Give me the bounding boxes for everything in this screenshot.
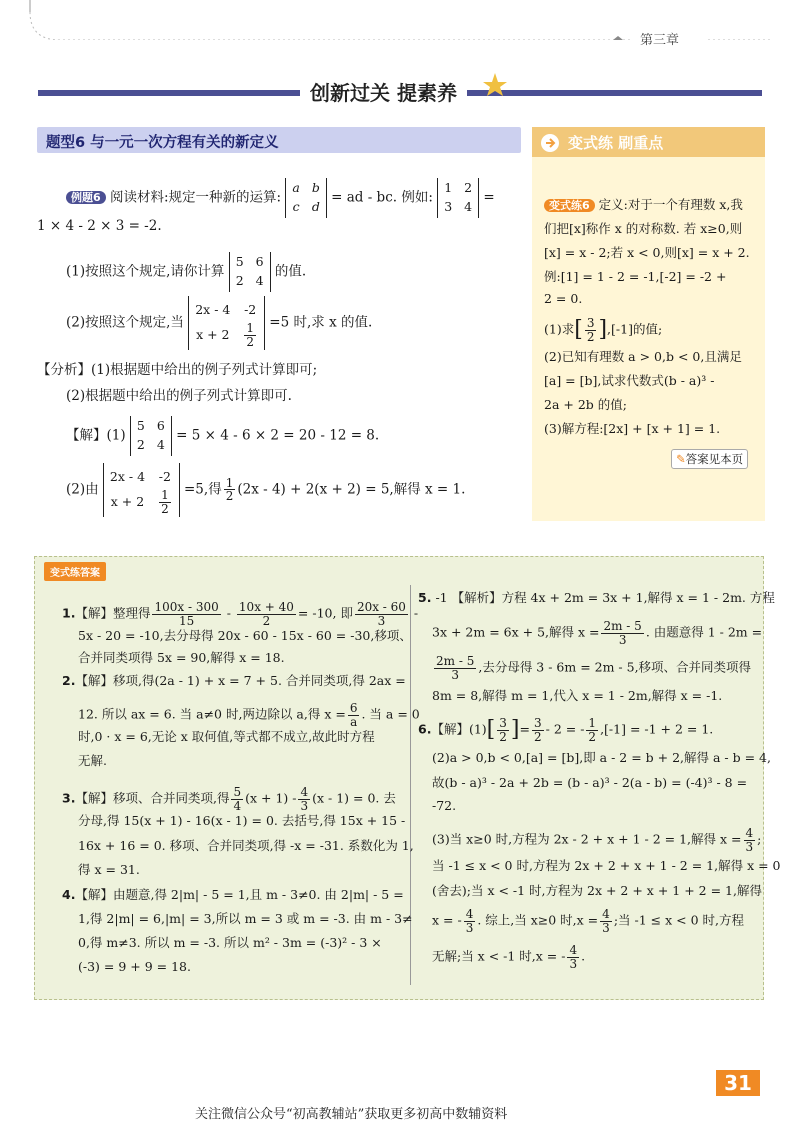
a2-text: 移项,得(2a - 1) + x = 7 + 5. 合并同类项,得 2ax = xyxy=(112,673,406,688)
determinant-q1: 5 6 2 4 xyxy=(229,252,271,292)
answer-6-line-4: -72. xyxy=(432,798,457,813)
practice-line-2: 们把[x]称作 x 的对称数. 若 x≥0,则 xyxy=(544,221,743,236)
example-def-tail: = ad - bc. 例如: xyxy=(331,189,433,206)
banner-title: 创新过关 提素养 xyxy=(300,77,467,106)
answer-1-line-1: 1.【解】整理得 $\frac{100x - 300}{15}$ - $\frac{10x + 40}{2}$ = -10, 即 $\frac{20x - 60}{3}$ - xyxy=(62,600,419,628)
example-q2 xyxy=(66,296,372,350)
practice-line-10: (3)解方程:[2x] + [x + 1] = 1. xyxy=(544,421,721,436)
section-title: 题型6 与一元一次方程有关的新定义 xyxy=(46,135,279,151)
answer-2-line-3: 时,0 · x = 6,无论 x 取何值,等式都不成立,故此时方程 xyxy=(78,729,375,744)
sol2-mid: =5,得 xyxy=(184,481,222,498)
a2-text-2b: . 当 a = 0 xyxy=(361,706,420,722)
answer-4-line-2: 1,得 2|m| = 6,|m| = 3,所以 m = 3 或 m = -3. 由 m - 3≠ xyxy=(78,911,413,926)
q1-text: (1)按照这个规定,请你计算 xyxy=(66,263,225,280)
sol1-text: 【解】(1) xyxy=(66,427,126,444)
answer-3-line-1: 3.【解】移项、合并同类项,得 $\frac{5}{4}$ (x + 1) - $\frac{4}{3}$ (x - 1) = 0. 去 xyxy=(62,785,396,813)
determinant-def: a b c d xyxy=(285,178,326,218)
answer-5-line-3: $\frac{2m - 5}{3}$ ,去分母得 3 - 6m = 2m - 5,移项、合并同类项得 xyxy=(436,654,752,682)
a3-text: 移项、合并同类项,得 xyxy=(112,790,230,806)
a5-text: -1 【解析】方程 4x + 2m = 3x + 1,解得 x = 1 - 2m. 方程 xyxy=(435,590,775,605)
determinant-example: 1 2 3 4 xyxy=(437,178,479,218)
a6-text-d: ,[-1] = -1 + 2 = 1. xyxy=(600,721,714,737)
answer-label: 变式练答案 xyxy=(44,562,106,581)
answer-2-line-4: 无解. xyxy=(78,753,107,768)
q2-tail: =5 时,求 x 的值. xyxy=(269,314,373,331)
example-line-2: 1 × 4 - 2 × 3 = -2. xyxy=(37,218,162,234)
a3-text-b: (x + 1) - xyxy=(245,790,297,806)
chapter-label: 第三章 xyxy=(640,33,680,48)
answer-6-line-2: (2)a > 0,b < 0,[a] = [b],即 a - 2 = b + 2,解得 a - b = 4, xyxy=(432,750,771,765)
a5-text-2b: . 由题意得 1 - 2m = xyxy=(645,624,763,640)
practice-line-5: 2 = 0. xyxy=(544,291,583,306)
sol2-text: (2)由 xyxy=(66,481,99,498)
example-line-1: 例题6 阅读材料:规定一种新的运算: a b c d = ad - bc. 例如: 1 2 3 4 = xyxy=(66,178,495,218)
solution-1 xyxy=(66,416,379,456)
answer-4-line-3: 0,得 m≠3. 所以 m = -3. 所以 m² - 3m = (-3)² - 3 × xyxy=(78,935,382,950)
star-icon xyxy=(480,70,510,100)
practice-panel-title: 变式练 刷重点 xyxy=(568,134,664,152)
answer-4-line-1: 4.【解】由题意,得 2|m| - 5 = 1,且 m - 3≠0. 由 2|m| - 5 = xyxy=(62,887,404,902)
a5-text-2: 3x + 2m = 6x + 5,解得 x = xyxy=(432,624,600,640)
determinant-q2: 2x - 4 -2 x + 2 $\frac{1}{2}$ xyxy=(188,296,265,350)
analysis-1: 【分析】(1)根据题中给出的例子列式计算即可; xyxy=(37,362,318,378)
answer-5-line-4: 8m = 8,解得 m = 1,代入 x = 1 - 2m,解得 x = -1. xyxy=(432,688,723,703)
see-answer-badge xyxy=(671,449,748,469)
l6-tail: ,[-1]的值; xyxy=(607,321,663,337)
practice-text: 定义:对于一个有理数 x,我 xyxy=(598,197,743,212)
answer-6-line-3: 故(b - a)³ - 2a + 2b = (b - a)³ - 2(a - b) = (-4)³ - 8 = xyxy=(432,775,748,790)
a6-text-8c: ;当 -1 ≤ x < 0 时,方程 xyxy=(613,912,744,928)
sol1-tail: = 5 × 4 - 6 × 2 = 20 - 12 = 8. xyxy=(176,427,380,444)
answer-6-line-7: (舍去);当 x < -1 时,方程为 2x + 2 + x + 1 + 2 = 1,解得 xyxy=(432,883,762,898)
a1-text-b: = -10, 即 xyxy=(297,605,353,621)
practice-line-6: (1)求 [ $\frac{3}{2}$ ] ,[-1]的值; xyxy=(544,316,663,344)
see-answer-text: 答案见本页 xyxy=(685,452,744,466)
practice-line-8: [a] = [b],试求代数式(b - a)³ - xyxy=(544,373,715,388)
sol2-tail: (2x - 4) + 2(x + 2) = 5,解得 x = 1. xyxy=(237,481,466,498)
answer-6-line-6: 当 -1 ≤ x < 0 时,方程为 2x + 2 + x + 1 - 2 = 1,解得 x = 0 xyxy=(432,858,781,873)
a6-text-9: 无解;当 x < -1 时,x = - xyxy=(432,948,566,964)
answer-2-line-2: 12. 所以 ax = 6. 当 a≠0 时,两边除以 a,得 x = $\frac{6}{a}$ . 当 a = 0 xyxy=(78,701,420,729)
top-rule xyxy=(0,0,800,40)
answer-3-line-3: 16x + 16 = 0. 移项、合并同类项,得 -x = -31. 系数化为 1, xyxy=(78,838,414,853)
arrow-icon xyxy=(540,133,560,153)
answer-5-line-1: 5. -1 【解析】方程 4x + 2m = 3x + 1,解得 x = 1 - 2m. 方程 xyxy=(418,590,775,605)
answer-6-line-9: 无解;当 x < -1 时,x = - $\frac{4}{3}$ . xyxy=(432,943,586,971)
a6-text-c: - 2 = - xyxy=(545,721,585,737)
q1-tail: 的值. xyxy=(274,263,307,280)
example-intro: 阅读材料:规定一种新的运算: xyxy=(109,189,282,206)
a6-text-b: = xyxy=(519,721,530,737)
answer-2-line-1: 2.【解】移项,得(2a - 1) + x = 7 + 5. 合并同类项,得 2ax = xyxy=(62,673,406,688)
answer-3-line-4: 得 x = 31. xyxy=(78,862,140,877)
answer-1-line-2: 5x - 20 = -10,去分母得 20x - 60 - 15x - 60 = -30,移项、 xyxy=(78,628,412,643)
a5-text-3: ,去分母得 3 - 6m = 2m - 5,移项、合并同类项得 xyxy=(478,659,752,675)
answer-5-line-2: 3x + 2m = 6x + 5,解得 x = $\frac{2m - 5}{3}$ . 由题意得 1 - 2m = xyxy=(432,619,763,647)
answer-6-line-8: x = - $\frac{4}{3}$ . 综上,当 x≥0 时,x = $\frac{4}{3}$ ;当 -1 ≤ x < 0 时,方程 xyxy=(432,907,744,935)
practice-line-4: 例:[1] = 1 - 2 = -1,[-2] = -2 + xyxy=(544,269,727,284)
page-number: 31 xyxy=(716,1070,760,1096)
key-icon: ✎ xyxy=(676,452,686,466)
answer-3-line-2: 分母,得 15(x + 1) - 16(x - 1) = 0. 去括号,得 15x + 15 - xyxy=(78,813,406,828)
example-q1 xyxy=(66,252,306,292)
analysis-2: (2)根据题中给出的例子列式计算即可. xyxy=(66,388,292,404)
footer-note: 关注微信公众号“初高教辅站”获取更多初高中数辅资料 xyxy=(195,1107,508,1122)
a2-text-2: 12. 所以 ax = 6. 当 a≠0 时,两边除以 a,得 x = xyxy=(78,706,346,722)
q2-text: (2)按照这个规定,当 xyxy=(66,314,184,331)
practice-line-3: [x] = x - 2;若 x < 0,则[x] = x + 2. xyxy=(544,245,750,260)
answer-6-line-1: 6.【解】(1) [ $\frac{3}{2}$ ] = $\frac{3}{2}$ - 2 = - $\frac{1}{2}$ ,[-1] = -1 + 2 = 1. xyxy=(418,716,714,744)
practice-tag: 变式练6 xyxy=(544,199,595,212)
a6-text-8b: . 综上,当 x≥0 时,x = xyxy=(477,912,599,928)
a1-text: 整理得 xyxy=(112,605,151,621)
practice-line-7: (2)已知有理数 a > 0,b < 0,且满足 xyxy=(544,349,742,364)
determinant-sol1: 5 6 2 4 xyxy=(130,416,172,456)
answer-4-line-4: (-3) = 9 + 9 = 18. xyxy=(78,959,191,974)
determinant-sol2: 2x - 4 -2 x + 2 $\frac{1}{2}$ xyxy=(103,463,180,517)
a6-text-8a: x = - xyxy=(432,912,462,928)
example-tag: 例题6 xyxy=(66,191,106,204)
solution-2: (2)由 2x - 4 -2 x + 2 $\frac{1}{2}$ =5,得 $\frac{1}{2}$ (2x - 4) + 2(x + 2) = 5,解得 x = 1. xyxy=(66,463,465,517)
practice-line-9: 2a + 2b 的值; xyxy=(544,397,627,412)
practice-line-1 xyxy=(544,199,743,212)
l6-text: (1)求 xyxy=(544,321,575,337)
a6-text-5: (3)当 x≥0 时,方程为 2x - 2 + x + 1 - 2 = 1,解得 x = xyxy=(432,831,742,847)
answer-1-line-3: 合并同类项得 5x = 90,解得 x = 18. xyxy=(78,650,285,665)
a3-text-c: (x - 1) = 0. 去 xyxy=(312,790,396,806)
a4-text: 由题意,得 2|m| - 5 = 1,且 m - 3≠0. 由 2|m| - 5 = xyxy=(112,887,404,902)
answer-6-line-5: (3)当 x≥0 时,方程为 2x - 2 + x + 1 - 2 = 1,解得 x = $\frac{4}{3}$ ; xyxy=(432,826,762,854)
